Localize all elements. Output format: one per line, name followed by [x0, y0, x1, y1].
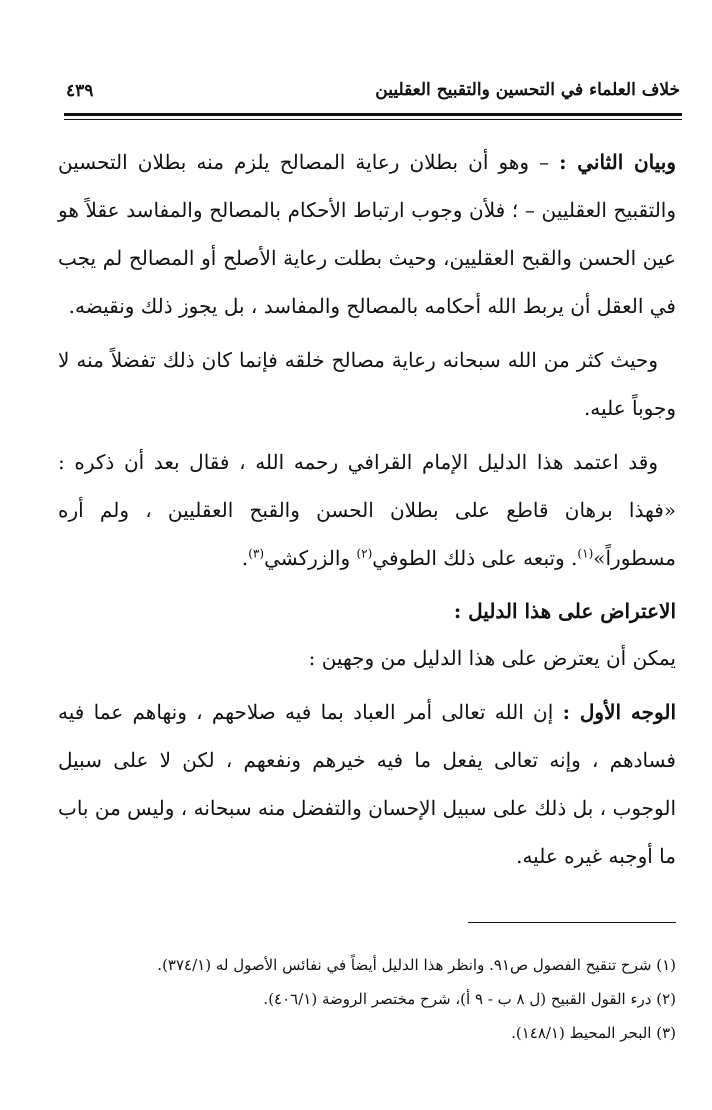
- footnote-ref-3: (٣): [248, 546, 265, 561]
- paragraph-lead: الوجه الأول :: [562, 700, 676, 724]
- footnote-divider: [468, 922, 676, 923]
- footnote-1: (١) شرح تنقيح الفصول ص٩١. وانظر هذا الدليل أيضاً في نفائس الأصول له (٣٧٤/١).: [157, 956, 676, 974]
- paragraph-grace: وحيث كثر من الله سبحانه رعاية مصالح خلقه فإنما كان ذلك تفضلاً منه لا وجوباً عليه.: [58, 348, 676, 420]
- footnote-3: (٣) البحر المحيط (١٤٨/١).: [511, 1024, 676, 1042]
- header-rule-thick: [64, 113, 682, 116]
- running-header: [66, 80, 680, 108]
- footnotes: [58, 948, 676, 1050]
- main-text: [58, 138, 676, 886]
- header-rule-thin: [64, 119, 682, 120]
- paragraph-intro: يمكن أن يعترض على هذا الدليل من وجهين :: [308, 646, 676, 670]
- footnote-ref-2: (٢): [356, 546, 373, 561]
- paragraph-first-aspect: [58, 688, 676, 880]
- paragraph-text-a: وقد اعتمد هذا الدليل الإمام القرافي رحمه الله ، فقال بعد أن ذكره : «فهذا برهان قاطع على بطلان الحسن والقبح العقليين ، ولم أره مسطوراً»: [58, 450, 676, 570]
- footnote-2: (٢) درء القول القبيح (ل ٨ ب - ٩ أ)، شرح مختصر الروضة (٤٠٦/١).: [263, 990, 676, 1008]
- section-heading: الاعتراض على هذا الدليل :: [453, 599, 676, 623]
- paragraph-text: – وهو أن بطلان رعاية المصالح يلزم منه بطلان التحسين والتقبيح العقليين – ؛ فلأن وجوب ارتباط الأحكام بالمصالح والمفاسد عقلاً هو عين الحسن والقبح العقليين، وحيث بطلت رعاية الأصلح أو المصالح لم يجب في العقل أن يربط الله أحكامه بالمصالح والمفاسد ، بل يجوز ذلك ونقيضه.: [58, 150, 676, 318]
- paragraph-text-b: . وتبعه على ذلك الطوفي: [372, 546, 578, 570]
- paragraph-second-explanation: [58, 138, 676, 330]
- paragraph-text: إن الله تعالى أمر العباد بما فيه صلاحهم ، ونهاهم عما فيه فسادهم ، وإنه تعالى يفعل ما فيه خيرهم ونفعهم ، لكن لا على سبيل الوجوب ، بل ذلك على سبيل الإحسان والتفضل منه سبحانه ، وليس من باب ما أوجبه غيره عليه.: [58, 700, 676, 868]
- paragraph-lead: وبيان الثاني :: [559, 150, 676, 174]
- footnote-ref-1: (١): [577, 546, 594, 561]
- paragraph-text-d: .: [241, 546, 249, 570]
- paragraph-text-c: والزركشي: [264, 546, 357, 570]
- paragraph-qarafi: [58, 438, 676, 582]
- header-title: خلاف العلماء في التحسين والتقبيح العقليين: [375, 80, 680, 100]
- page-number: ٤٣٩: [66, 81, 94, 101]
